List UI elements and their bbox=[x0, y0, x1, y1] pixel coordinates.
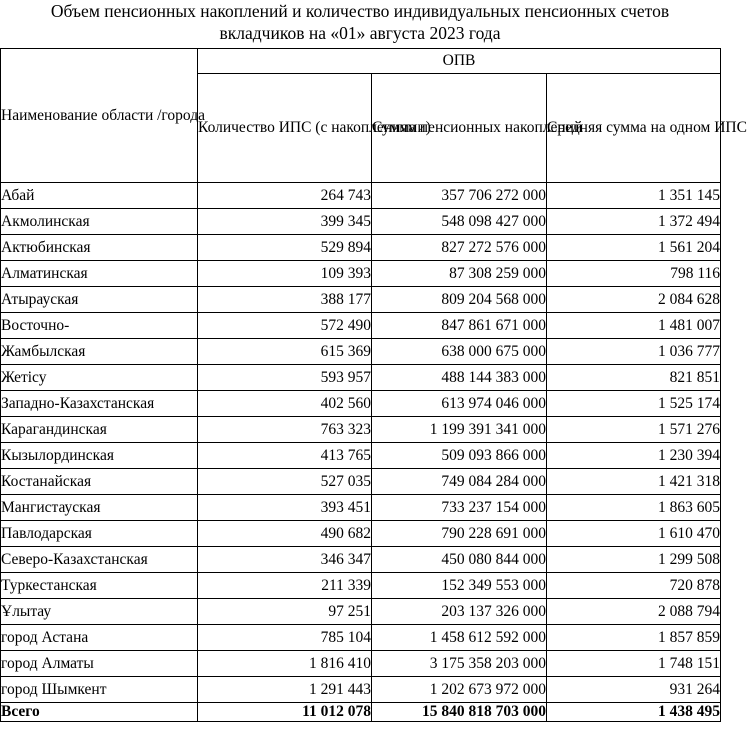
pension-sum-cell: 809 204 568 000 bbox=[372, 287, 547, 313]
avg-sum-cell: 1 036 777 bbox=[547, 339, 721, 365]
ips-count-cell: 785 104 bbox=[198, 625, 372, 651]
avg-sum-cell: 1 421 318 bbox=[547, 469, 721, 495]
header-ips-count: Количество ИПС (с накоплениями) bbox=[198, 74, 372, 183]
table-row bbox=[1, 339, 721, 365]
region-cell: город Алматы bbox=[1, 651, 198, 677]
pension-sum-cell: 1 458 612 592 000 bbox=[372, 625, 547, 651]
table-row bbox=[1, 183, 721, 209]
avg-sum-cell: 798 116 bbox=[547, 261, 721, 287]
avg-sum-cell: 1 230 394 bbox=[547, 443, 721, 469]
table-row bbox=[1, 391, 721, 417]
pension-sum-cell: 638 000 675 000 bbox=[372, 339, 547, 365]
avg-sum-cell: 1 748 151 bbox=[547, 651, 721, 677]
region-cell: Ұлытау bbox=[1, 599, 198, 625]
ips-count-cell: 264 743 bbox=[198, 183, 372, 209]
pension-sum-cell: 790 228 691 000 bbox=[372, 521, 547, 547]
pension-sum-cell: 749 084 284 000 bbox=[372, 469, 547, 495]
total-count: 11 012 078 bbox=[198, 703, 372, 722]
pension-sum-cell: 847 861 671 000 bbox=[372, 313, 547, 339]
region-cell: Мангистауская bbox=[1, 495, 198, 521]
table-row bbox=[1, 521, 721, 547]
region-cell: Костанайская bbox=[1, 469, 198, 495]
table-row bbox=[1, 625, 721, 651]
region-cell: Жетісу bbox=[1, 365, 198, 391]
avg-sum-cell: 821 851 bbox=[547, 365, 721, 391]
pension-sum-cell: 1 199 391 341 000 bbox=[372, 417, 547, 443]
table-row bbox=[1, 547, 721, 573]
ips-count-cell: 211 339 bbox=[198, 573, 372, 599]
region-cell: Павлодарская bbox=[1, 521, 198, 547]
region-cell: Акмолинская bbox=[1, 209, 198, 235]
pension-sum-cell: 450 080 844 000 bbox=[372, 547, 547, 573]
ips-count-cell: 346 347 bbox=[198, 547, 372, 573]
region-cell: Северо-Казахстанская bbox=[1, 547, 198, 573]
region-cell: Туркестанская bbox=[1, 573, 198, 599]
pension-sum-cell: 1 202 673 972 000 bbox=[372, 677, 547, 703]
table-body bbox=[1, 183, 721, 703]
total-avg: 1 438 495 bbox=[547, 703, 721, 722]
pension-sum-cell: 3 175 358 203 000 bbox=[372, 651, 547, 677]
ips-count-cell: 572 490 bbox=[198, 313, 372, 339]
table-row bbox=[1, 365, 721, 391]
avg-sum-cell: 720 878 bbox=[547, 573, 721, 599]
pension-sum-cell: 733 237 154 000 bbox=[372, 495, 547, 521]
ips-count-cell: 527 035 bbox=[198, 469, 372, 495]
region-cell: Актюбинская bbox=[1, 235, 198, 261]
region-cell: Кызылординская bbox=[1, 443, 198, 469]
pension-sum-cell: 509 093 866 000 bbox=[372, 443, 547, 469]
header-avg-sum: Средняя сумма на одном ИПС bbox=[547, 74, 721, 183]
pension-sum-cell: 203 137 326 000 bbox=[372, 599, 547, 625]
table-row bbox=[1, 599, 721, 625]
region-cell: город Шымкент bbox=[1, 677, 198, 703]
region-cell: Западно-Казахстанская bbox=[1, 391, 198, 417]
table-row bbox=[1, 677, 721, 703]
ips-count-cell: 490 682 bbox=[198, 521, 372, 547]
total-row bbox=[1, 703, 721, 722]
ips-count-cell: 763 323 bbox=[198, 417, 372, 443]
header-region-name: Наименование области /города bbox=[1, 49, 198, 183]
table-row bbox=[1, 573, 721, 599]
table-row bbox=[1, 495, 721, 521]
table-row bbox=[1, 313, 721, 339]
avg-sum-cell: 1 525 174 bbox=[547, 391, 721, 417]
ips-count-cell: 593 957 bbox=[198, 365, 372, 391]
region-cell: Абай bbox=[1, 183, 198, 209]
pension-sum-cell: 827 272 576 000 bbox=[372, 235, 547, 261]
ips-count-cell: 615 369 bbox=[198, 339, 372, 365]
pension-sum-cell: 152 349 553 000 bbox=[372, 573, 547, 599]
ips-count-cell: 1 816 410 bbox=[198, 651, 372, 677]
avg-sum-cell: 1 351 145 bbox=[547, 183, 721, 209]
region-cell: Восточно- bbox=[1, 313, 198, 339]
avg-sum-cell: 1 571 276 bbox=[547, 417, 721, 443]
avg-sum-cell: 1 857 859 bbox=[547, 625, 721, 651]
table-row bbox=[1, 417, 721, 443]
title-line-2: вкладчиков на «01» августа 2023 года bbox=[219, 23, 501, 43]
header-pension-sum: Сумма пенсионных накоплений bbox=[372, 74, 547, 183]
table-row bbox=[1, 261, 721, 287]
region-cell: Атырауская bbox=[1, 287, 198, 313]
avg-sum-cell: 1 610 470 bbox=[547, 521, 721, 547]
ips-count-cell: 529 894 bbox=[198, 235, 372, 261]
pension-table bbox=[0, 48, 747, 722]
region-cell: Алматинская bbox=[1, 261, 198, 287]
ips-count-cell: 1 291 443 bbox=[198, 677, 372, 703]
avg-sum-cell: 2 084 628 bbox=[547, 287, 721, 313]
header-opv-group: ОПВ bbox=[198, 49, 721, 74]
document-title bbox=[0, 0, 720, 48]
pension-sum-cell: 613 974 046 000 bbox=[372, 391, 547, 417]
total-sum: 15 840 818 703 000 bbox=[372, 703, 547, 722]
table-row bbox=[1, 235, 721, 261]
avg-sum-cell: 1 863 605 bbox=[547, 495, 721, 521]
pension-sum-cell: 357 706 272 000 bbox=[372, 183, 547, 209]
ips-count-cell: 413 765 bbox=[198, 443, 372, 469]
ips-count-cell: 388 177 bbox=[198, 287, 372, 313]
table-row bbox=[1, 469, 721, 495]
total-label: Всего bbox=[1, 703, 198, 722]
ips-count-cell: 393 451 bbox=[198, 495, 372, 521]
region-cell: Жамбылская bbox=[1, 339, 198, 365]
ips-count-cell: 402 560 bbox=[198, 391, 372, 417]
ips-count-cell: 97 251 bbox=[198, 599, 372, 625]
pension-sum-cell: 87 308 259 000 bbox=[372, 261, 547, 287]
avg-sum-cell: 2 088 794 bbox=[547, 599, 721, 625]
title-line-1: Объем пенсионных накоплений и количество индивидуальных пенсионных счетов bbox=[50, 1, 670, 21]
table-row bbox=[1, 209, 721, 235]
ips-count-cell: 399 345 bbox=[198, 209, 372, 235]
table-row bbox=[1, 651, 721, 677]
region-cell: город Астана bbox=[1, 625, 198, 651]
avg-sum-cell: 1 561 204 bbox=[547, 235, 721, 261]
pension-sum-cell: 548 098 427 000 bbox=[372, 209, 547, 235]
pension-sum-cell: 488 144 383 000 bbox=[372, 365, 547, 391]
table-row bbox=[1, 287, 721, 313]
ips-count-cell: 109 393 bbox=[198, 261, 372, 287]
avg-sum-cell: 1 299 508 bbox=[547, 547, 721, 573]
table-row bbox=[1, 443, 721, 469]
avg-sum-cell: 1 481 007 bbox=[547, 313, 721, 339]
region-cell: Карагандинская bbox=[1, 417, 198, 443]
avg-sum-cell: 1 372 494 bbox=[547, 209, 721, 235]
avg-sum-cell: 931 264 bbox=[547, 677, 721, 703]
